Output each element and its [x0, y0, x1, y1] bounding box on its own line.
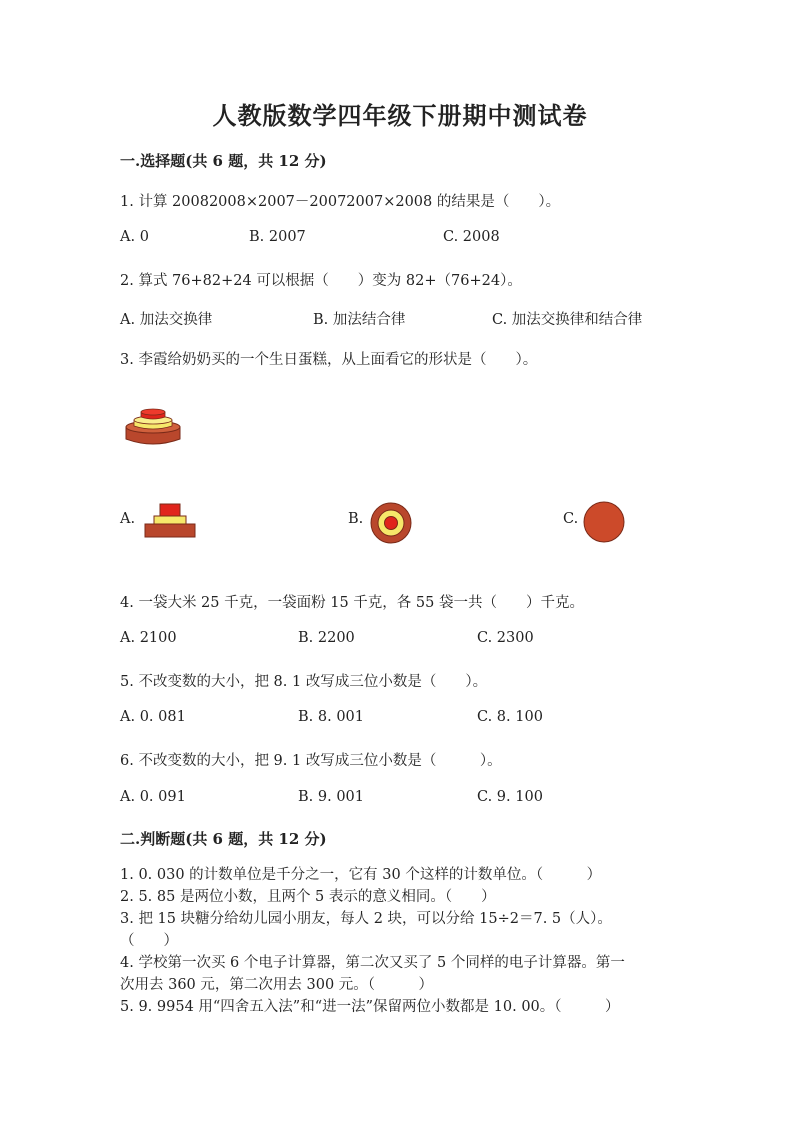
- section-heading-judgment: 二.判断题(共 6 题，共 12 分): [120, 830, 327, 848]
- q5-option-a: A. 0. 081: [120, 709, 186, 725]
- q6-option-b: B. 9. 001: [298, 789, 364, 805]
- question-2: 2. 算式 76+82+24 可以根据（ ）变为 82+（76+24）。: [120, 273, 522, 289]
- section-heading-choice: 一.选择题(共 6 题，共 12 分): [120, 152, 327, 170]
- page-title: 人教版数学四年级下册期中测试卷: [212, 101, 588, 130]
- q3-option-c-label: C.: [563, 511, 579, 527]
- q4-option-a: A. 2100: [120, 630, 177, 646]
- judgment-line-5: 5. 9. 9954 用“四舍五入法”和“进一法”保留两位小数都是 10. 00。（ ）: [120, 999, 620, 1015]
- judgment-line-4: 4. 学校第一次买 6 个电子计算器，第二次又买了 5 个同样的电子计算器。第一: [120, 955, 625, 971]
- judgment-line-2: 2. 5. 85 是两位小数，且两个 5 表示的意义相同。（ ）: [120, 889, 496, 905]
- q1-option-b: B. 2007: [249, 229, 306, 245]
- cake-top-view-rings-icon: [370, 502, 412, 544]
- cake-solid-circle-icon: [583, 501, 625, 543]
- q5-option-b: B. 8. 001: [298, 709, 364, 725]
- q4-option-b: B. 2200: [298, 630, 355, 646]
- q2-option-b: B. 加法结合律: [313, 312, 406, 328]
- judgment-line-1: 1. 0. 030 的计数单位是千分之一，它有 30 个这样的计数单位。（ ）: [120, 867, 602, 883]
- cake-front-view-icon: [144, 502, 196, 538]
- judgment-line-4-cont: 次用去 360 元，第二次用去 300 元。（ ）: [120, 977, 434, 993]
- q2-option-c: C. 加法交换律和结合律: [492, 312, 643, 328]
- q4-option-c: C. 2300: [477, 630, 534, 646]
- q6-option-c: C. 9. 100: [477, 789, 543, 805]
- q6-option-a: A. 0. 091: [120, 789, 186, 805]
- question-1: 1. 计算 20082008×2007－20072007×2008 的结果是（ ）。: [120, 194, 561, 210]
- q1-option-c: C. 2008: [443, 229, 500, 245]
- cake-illustration: [124, 405, 182, 447]
- q1-option-a: A. 0: [120, 229, 149, 245]
- q3-option-b-label: B.: [348, 511, 364, 527]
- question-4: 4. 一袋大米 25 千克，一袋面粉 15 千克，各 55 袋一共（ ）千克。: [120, 595, 584, 611]
- question-6: 6. 不改变数的大小，把 9. 1 改写成三位小数是（ ）。: [120, 753, 502, 769]
- judgment-line-3: 3. 把 15 块糖分给幼儿园小朋友，每人 2 块，可以分给 15÷2＝7. 5（人）。: [120, 911, 612, 927]
- question-3: 3. 李霞给奶奶买的一个生日蛋糕，从上面看它的形状是（ ）。: [120, 352, 538, 368]
- judgment-line-3-cont: （ ）: [120, 933, 178, 949]
- q3-option-a-label: A.: [120, 511, 136, 527]
- q5-option-c: C. 8. 100: [477, 709, 543, 725]
- q2-option-a: A. 加法交换律: [120, 312, 213, 328]
- question-5: 5. 不改变数的大小，把 8. 1 改写成三位小数是（ ）。: [120, 674, 488, 690]
